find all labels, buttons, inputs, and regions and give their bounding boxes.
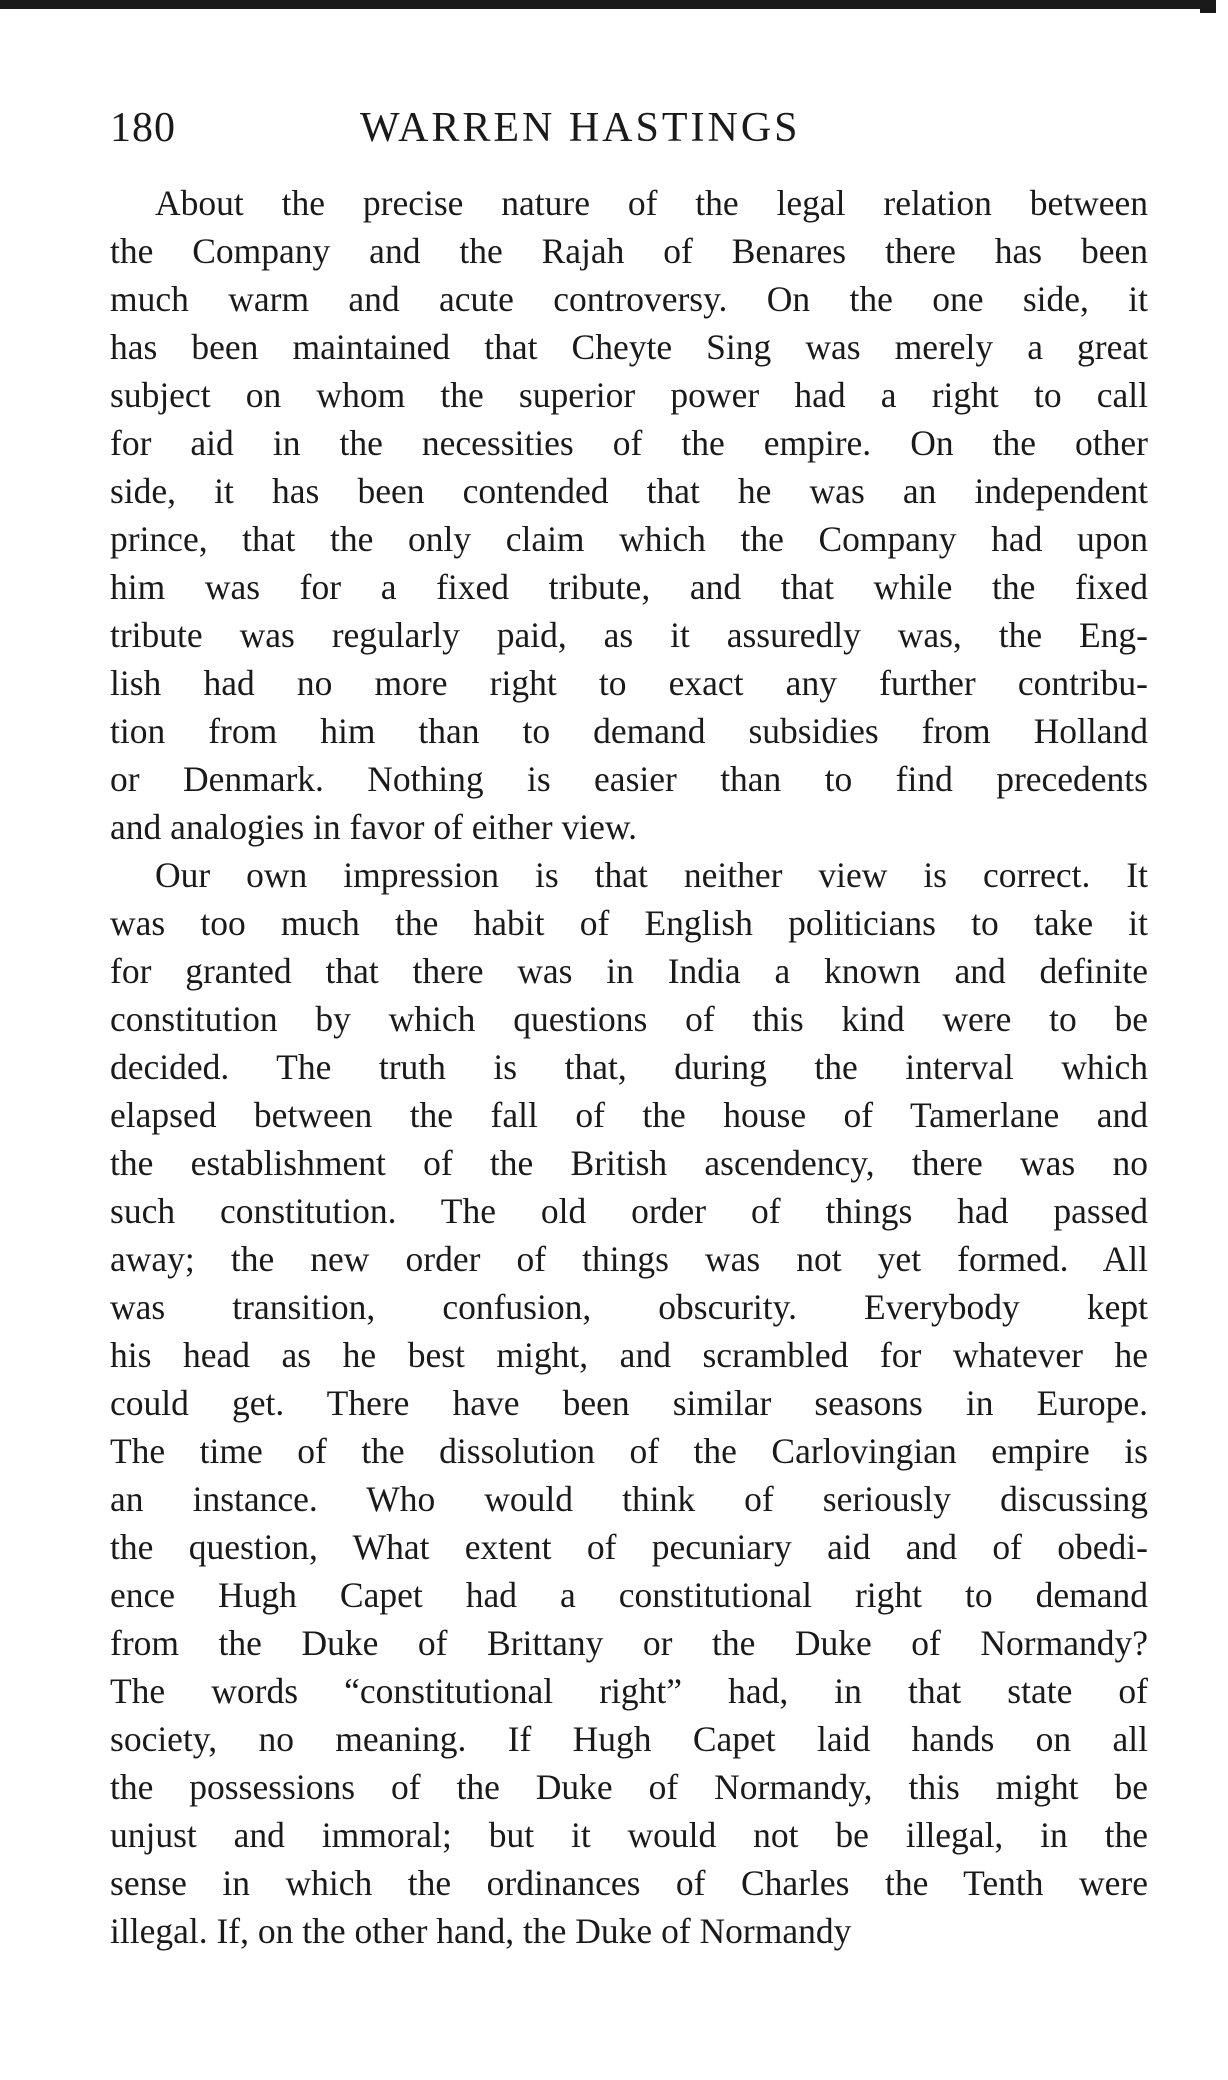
body-text [110, 179, 1148, 1955]
text-line: him was for a fixed tribute, and that while the fixed [110, 567, 1148, 607]
text-line: society, no meaning. If Hugh Capet laid hands on all [110, 1719, 1148, 1759]
text-line: The time of the dissolution of the Carlovingian empire is [110, 1431, 1148, 1471]
text-line: unjust and immoral; but it would not be illegal, in the [110, 1815, 1148, 1855]
text-line: side, it has been contended that he was an independent [110, 471, 1148, 511]
text-line: elapsed between the fall of the house of Tamerlane and [110, 1095, 1148, 1135]
text-line: subject on whom the superior power had a right to call [110, 375, 1148, 415]
text-line: illegal. If, on the other hand, the Duke of Normandy [110, 1911, 852, 1951]
page-number: 180 [110, 105, 176, 151]
text-line: ence Hugh Capet had a constitutional right to demand [110, 1575, 1148, 1615]
text-line: tion from him than to demand subsidies from Holland [110, 711, 1148, 751]
text-line: for aid in the necessities of the empire. On the other [110, 423, 1148, 463]
text-line: such constitution. The old order of things had passed [110, 1191, 1148, 1231]
text-line: Our own impression is that neither view is correct. It [155, 855, 1148, 895]
text-line: the establishment of the British ascendency, there was no [110, 1143, 1148, 1183]
paragraph [110, 851, 1148, 1955]
text-line: prince, that the only claim which the Company had upon [110, 519, 1148, 559]
text-line: the question, What extent of pecuniary aid and of obedi- [110, 1527, 1148, 1567]
top-border-rule-end [1200, 0, 1216, 13]
text-line: could get. There have been similar seasons in Europe. [110, 1383, 1148, 1423]
top-border-rule [0, 0, 1216, 9]
text-line: the possessions of the Duke of Normandy, this might be [110, 1767, 1148, 1807]
text-line: the Company and the Rajah of Benares there has been [110, 231, 1148, 271]
text-line: decided. The truth is that, during the interval which [110, 1047, 1148, 1087]
text-line: tribute was regularly paid, as it assuredly was, the Eng- [110, 615, 1148, 655]
text-line: an instance. Who would think of seriously discussing [110, 1479, 1148, 1519]
text-line: and analogies in favor of either view. [110, 807, 638, 847]
text-line: his head as he best might, and scrambled for whatever he [110, 1335, 1148, 1375]
paragraph [110, 179, 1148, 851]
text-line: away; the new order of things was not yet formed. All [110, 1239, 1148, 1279]
text-line: was transition, confusion, obscurity. Everybody kept [110, 1287, 1148, 1327]
running-head: WARREN HASTINGS [360, 105, 801, 151]
text-line: constitution by which questions of this kind were to be [110, 999, 1148, 1039]
text-line: sense in which the ordinances of Charles the Tenth were [110, 1863, 1148, 1903]
text-line: was too much the habit of English politicians to take it [110, 903, 1148, 943]
text-line: from the Duke of Brittany or the Duke of Normandy? [110, 1623, 1148, 1663]
text-line: About the precise nature of the legal relation between [155, 183, 1148, 223]
text-line: The words “constitutional right” had, in that state of [110, 1671, 1148, 1711]
text-line: or Denmark. Nothing is easier than to find precedents [110, 759, 1148, 799]
text-line: much warm and acute controversy. On the one side, it [110, 279, 1148, 319]
text-line: has been maintained that Cheyte Sing was merely a great [110, 327, 1148, 367]
text-line: for granted that there was in India a known and definite [110, 951, 1148, 991]
text-line: lish had no more right to exact any further contribu- [110, 663, 1148, 703]
